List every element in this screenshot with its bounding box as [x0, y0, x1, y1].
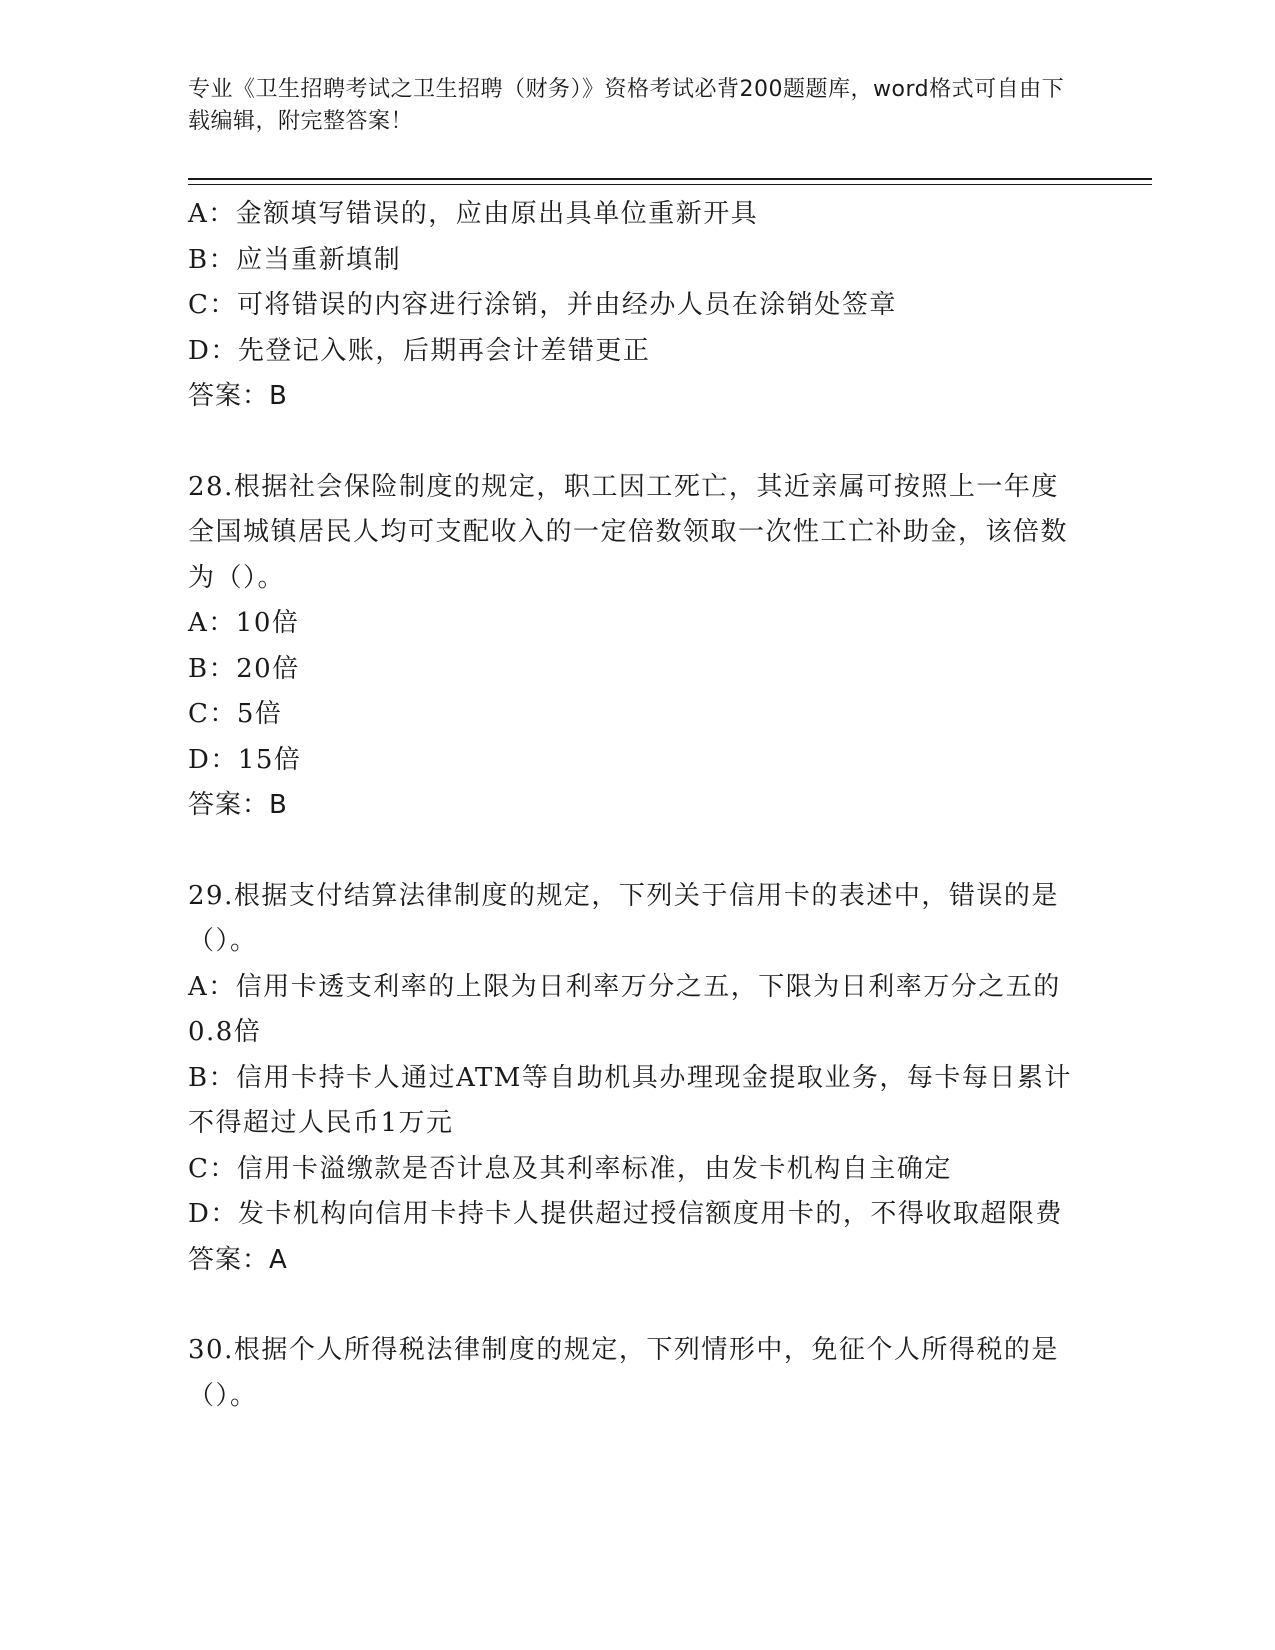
- option-a: A：金额填写错误的，应由原出具单位重新开具: [188, 199, 759, 229]
- option-d: D：先登记入账，后期再会计差错更正: [188, 335, 651, 366]
- spacer: [188, 420, 1078, 465]
- question-block: [188, 1328, 1078, 1419]
- option-b: B：20倍: [188, 653, 300, 684]
- option-a: A：10倍: [188, 608, 300, 638]
- option-b: B：信用卡持卡人通过ATM等自助机具办理现金提取业务，每卡每日累计不得超过人民币1万元: [188, 1062, 1072, 1138]
- document-body: [188, 192, 1078, 1419]
- header-rule-thick: [188, 178, 1152, 180]
- option-a: A：信用卡透支利率的上限为日利率万分之五，下限为日利率万分之五的0.8倍: [188, 971, 1061, 1047]
- option-c: C：5倍: [188, 699, 283, 729]
- question-block: [188, 465, 1078, 829]
- question-text: 30.根据个人所得税法律制度的规定，下列情形中，免征个人所得税的是（）。: [188, 1335, 1059, 1411]
- header-title: 专业《卫生招聘考试之卫生招聘（财务）》资格考试必背200题题库，word格式可自由下载编辑，附完整答案！: [188, 77, 1065, 134]
- question-block: [188, 192, 1078, 420]
- answer: 答案：A: [188, 1244, 288, 1275]
- answer: 答案：B: [188, 790, 288, 820]
- question-text: 29.根据支付结算法律制度的规定，下列关于信用卡的表述中，错误的是（）。: [188, 880, 1059, 956]
- question-text: 28.根据社会保险制度的规定，职工因工死亡，其近亲属可按照上一年度全国城镇居民人均可支配收入的一定倍数领取一次性工亡补助金，该倍数为（）。: [188, 471, 1069, 593]
- option-c: C：信用卡溢缴款是否计息及其利率标准，由发卡机构自主确定: [188, 1153, 952, 1184]
- question-block: [188, 874, 1078, 1284]
- option-c: C：可将错误的内容进行涂销，并由经办人员在涂销处签章: [188, 290, 897, 320]
- spacer: [188, 1283, 1078, 1328]
- answer: 答案：B: [188, 381, 288, 411]
- option-d: D：发卡机构向信用卡持卡人提供超过授信额度用卡的，不得收取超限费: [188, 1199, 1063, 1229]
- spacer: [188, 829, 1078, 874]
- option-d: D：15倍: [188, 744, 302, 775]
- option-b: B：应当重新填制: [188, 244, 402, 275]
- document-header: [188, 74, 1068, 138]
- header-rule-thin: [188, 184, 1152, 185]
